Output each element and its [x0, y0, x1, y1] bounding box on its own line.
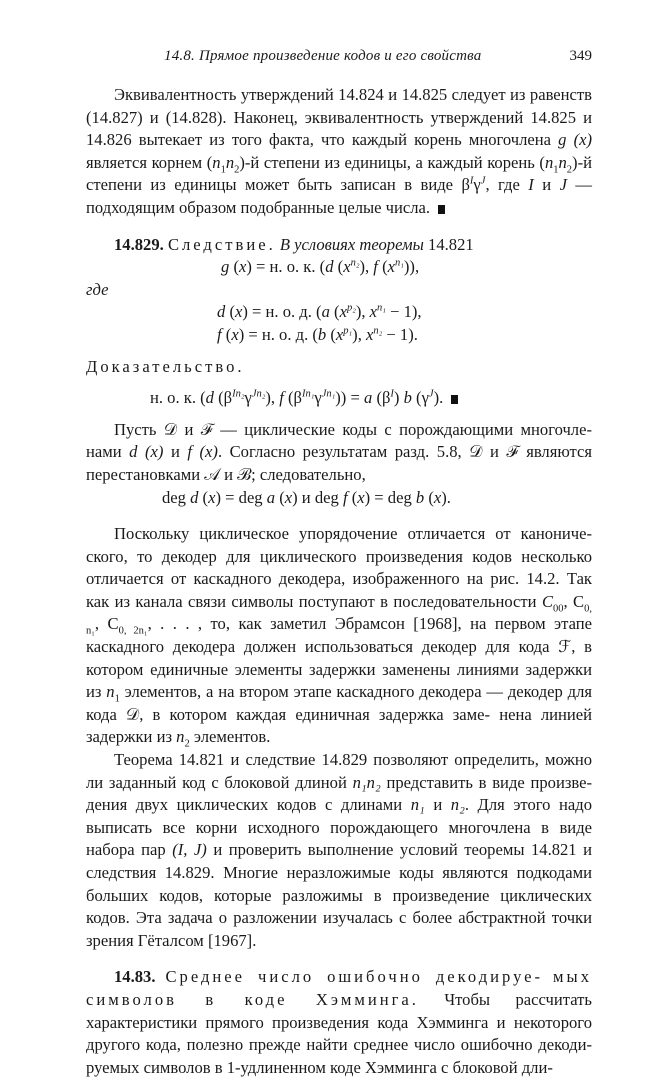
- paragraph: Теорема 14.821 и следствие 14.829 позволяют определить, можно ли заданный код с блоковой длиной n₁n₂ представить в виде произве- дения двух циклических кодов с длинами n₁ и n₂. Для этого надо выписать все корни исходного порождающего многочлена в виде набора пар (I, J) и проверить выполнение условий теоремы 14.821 и следствия 14.829. Многие неразложимые коды являются подкодами больших кодов, которые разложимы в произведение циклических кодов. Эта задача о разложении изучалась с более абстрактной точки зрения Гёталсом [1967].: [86, 750, 593, 950]
- proof-label: Доказательство.: [86, 356, 245, 376]
- running-title: 14.8. Прямое произведение кодов и его свойства: [164, 48, 482, 64]
- section-number: 14.83.: [114, 967, 156, 987]
- formula-g: g (x) = н. о. к. (d $(x^{n_2})$, f $(x^{n_1})$),: [221, 257, 420, 277]
- section-title: Среднее число ошибочно декодируе-: [165, 967, 544, 987]
- corollary-number: 14.829.: [114, 234, 164, 254]
- corollary-label: Следствие.: [167, 234, 276, 254]
- paragraph: Поскольку циклическое упорядочение отличается от канониче- ского, то декодер для циклического произведения кодов несколько отличается от каскадного декодера, изображенного на рис. 14.2. Так как из канала связи символы поступают в последовательности $C_{00}$, $C_{0, n_1}$, $C_{0, 2n_1}$, . . . , то, как заметил Эбрамсон [1968], на первом этапе каскадного декодера должен использоваться декодер для кода ℱ, в котором единичные элементы задержки заменены линиями задержки из $n_1$ элементов, а на втором этапе каскадного декодера — декодер для кода 𝒟, в котором каждая единичная задержка заме- нена линией задержки из $n_2$ элементов.: [86, 524, 593, 750]
- formula-f: f (x) = н. о. д. (b $(x^{p_1})$, $x^{n_2} - 1$).: [217, 324, 418, 344]
- page-content: [86, 40, 592, 1079]
- running-header: [86, 40, 592, 66]
- corollary-heading: 14.829. Следствие. В условиях теоремы 14.821: [114, 234, 474, 254]
- proof-formula: н. о. к. (d $(\beta^{In_2}\gamma^{Jn_2})$, f $(\beta^{In_1}\gamma^{Jn_1})) = a$ $(\beta^I)$ b $(\gamma^J)$.: [86, 387, 592, 410]
- formula-d: d (x) = н. о. д. (a $(x^{p_2})$, $x^{n_1} - 1$),: [217, 302, 422, 322]
- degree-formula: deg d (x) = deg a (x) и deg f (x) = deg b (x).: [162, 487, 451, 507]
- paragraph: Эквивалентность утверждений 14.824 и 14.825 следует из равенств (14.827) и (14.828). Наконец, эквивалентность утверждений 14.825 и 14.826 вытекает из того факта, что каждый корень многочлена g (x) является корнем $(n_1n_2)-й$ степени из единицы, а каждый корень $(n_1n_2)-й$ степени из единицы может быть записан в виде $\beta^I\gamma^J$, где I и J — подходящим образом подобранные целые числа.: [86, 85, 593, 217]
- where-label: где: [86, 279, 109, 299]
- paragraph: Пусть 𝒟 и ℱ — циклические коды с порождающими многочле- нами d (x) и f (x). Согласно результатам разд. 5.8, 𝒟 и ℱ являются перестановками 𝒜 и ℬ; следовательно,: [86, 419, 592, 484]
- section-14-83: 14.83. Среднее число ошибочно декодируе- мых символов в коде Хэмминга. Чтобы рассчитать характеристики прямого произведения кода Хэмминга и некоторого другого кода, полезно прежде найти среднее число ошибочно декоди- руемых символов в 1-удлиненном коде Хэмминга с блоковой дли-: [86, 967, 592, 1077]
- qed-mark: [451, 395, 458, 404]
- page-number: 349: [569, 48, 592, 64]
- qed-mark: [438, 205, 445, 214]
